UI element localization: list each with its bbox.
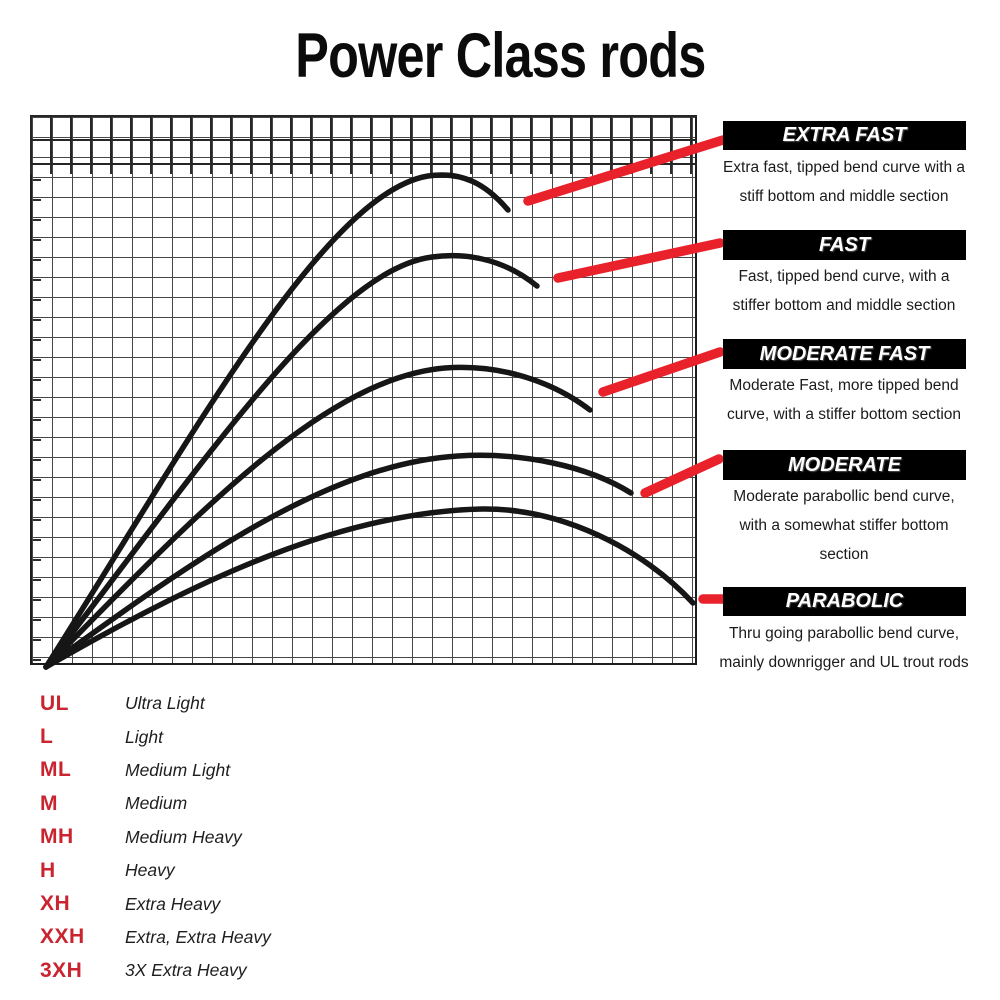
curve-fast: [46, 256, 537, 667]
desc-moderate: Moderate parabollic bend curve, with a somewhat stiffer bottom section: [733, 488, 955, 563]
legend-code: XXH: [40, 925, 85, 949]
desc-moderate-fast: Moderate Fast, more tipped bend curve, with a stiffer bottom section: [726, 377, 962, 423]
legend-row-m: [40, 787, 271, 820]
legend-label: Extra, Extra Heavy: [125, 926, 271, 947]
legend-label: Ultra Light: [125, 693, 205, 714]
desc-fast: Fast, tipped bend curve, with a stiffer bottom and middle section: [732, 268, 956, 314]
legend-code: MH: [40, 825, 74, 849]
legend-row-3xh: [40, 954, 271, 987]
label-box-fast: FAST: [723, 230, 966, 260]
legend-code: H: [40, 858, 56, 882]
arrow-extra-fast: [528, 140, 723, 201]
legend-label: Extra Heavy: [125, 893, 221, 914]
arrow-moderate-fast: [603, 352, 720, 392]
legend-code: XH: [40, 892, 71, 916]
legend-code: ML: [40, 758, 72, 782]
legend-row-xh: [40, 887, 271, 920]
legend-row-ul: [40, 687, 271, 720]
legend-label: Medium Light: [125, 759, 231, 780]
legend-label: Light: [125, 726, 163, 747]
legend-label: Medium: [125, 793, 188, 814]
curve-moderate: [46, 455, 631, 667]
arrow-fast: [558, 243, 720, 278]
legend-code: M: [40, 791, 58, 815]
legend-label: Medium Heavy: [125, 826, 242, 847]
legend-label: 3X Extra Heavy: [125, 960, 247, 981]
arrow-moderate: [645, 459, 719, 493]
label-box-moderate-fast: MODERATE FAST: [723, 339, 966, 369]
legend-row-ml: [40, 754, 271, 787]
label-box-parabolic: PARABOLIC: [723, 587, 966, 616]
legend-row-h: [40, 854, 271, 887]
legend-label: Heavy: [125, 860, 175, 881]
power-class-legend: [40, 687, 271, 988]
desc-extra-fast: Extra fast, tipped bend curve with a stiff bottom and middle section: [722, 159, 966, 205]
legend-code: 3XH: [40, 958, 83, 982]
label-box-extra-fast: EXTRA FAST: [723, 121, 966, 150]
curve-parabolic: [46, 509, 693, 667]
legend-code: UL: [40, 691, 69, 715]
legend-row-xxh: [40, 921, 271, 954]
legend-row-l: [40, 720, 271, 753]
label-box-moderate: MODERATE: [723, 450, 966, 480]
page-title-text: Power Class rods: [294, 21, 706, 91]
legend-row-mh: [40, 821, 271, 854]
legend-code: L: [40, 725, 54, 749]
desc-parabolic: Thru going parabollic bend curve, mainly downrigger and UL trout rods: [719, 625, 969, 671]
